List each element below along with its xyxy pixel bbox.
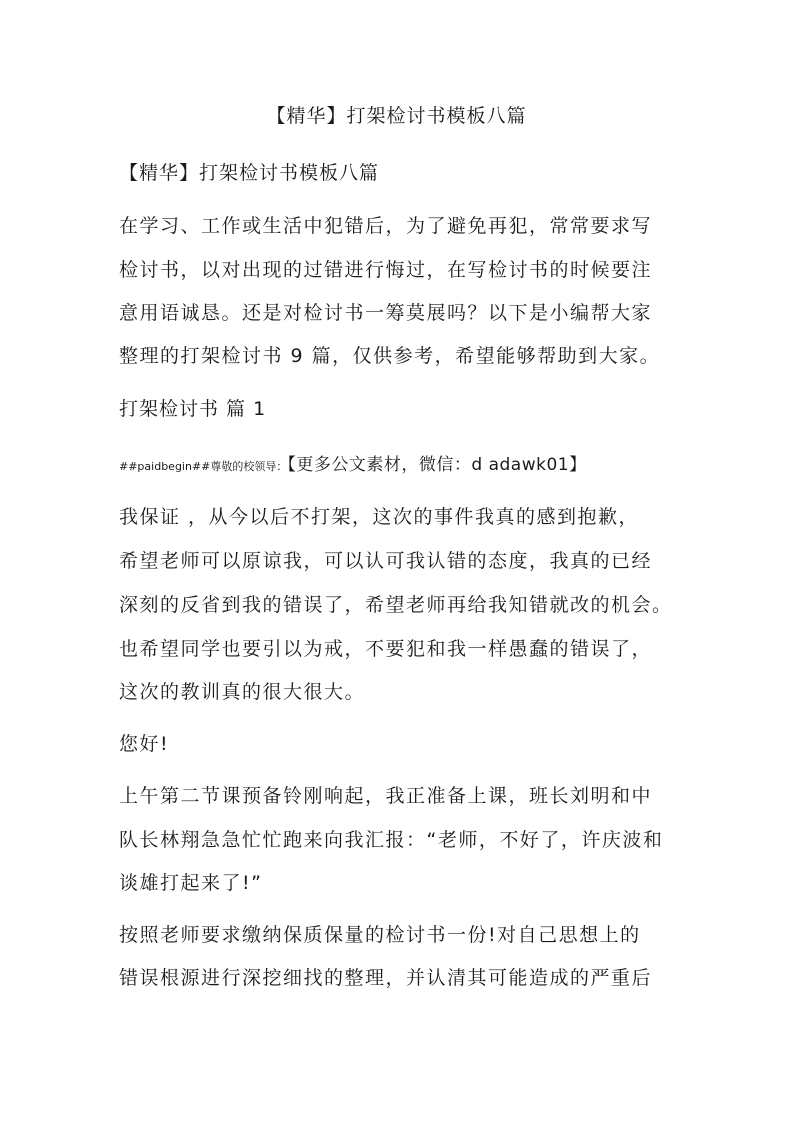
paid-line-prefix: ##paidbegin##尊敬的校领导： — [119, 460, 288, 473]
paragraph-line: 队长林翔急急忙忙跑来向我汇报：“老师，不好了，许庆波和 — [119, 829, 664, 851]
paragraph-line: 我保证 ，从今以后不打架，这次的事件我真的感到抱歉， — [119, 506, 640, 528]
paragraph-line: 深刻的反省到我的错误了，希望老师再给我知错就改的机会。 — [119, 594, 673, 616]
paragraph-line: 这次的教训真的很大很大。 — [119, 681, 366, 703]
intro-line: 整理的打架检讨书 9 篇，仅供参考，希望能够帮助到大家。 — [119, 345, 661, 367]
paragraph-line: 希望老师可以原谅我，可以认可我认错的态度，我真的已经 — [119, 550, 653, 572]
section-heading: 打架检讨书 篇 1 — [119, 398, 267, 420]
paid-line — [119, 450, 587, 482]
greeting-line: 您好! — [119, 733, 170, 755]
intro-line: 检讨书，以对出现的过错进行悔过，在写检讨书的时候要注 — [119, 259, 653, 281]
paragraph-line: 按照老师要求缴纳保质保量的检讨书一份!对自己思想上的 — [119, 924, 641, 946]
intro-line: 在学习、工作或生活中犯错后，为了避免再犯，常常要求写 — [119, 215, 653, 237]
paragraph-line: 谈雄打起来了!” — [119, 872, 263, 894]
paragraph-line: 上午第二节课预备铃刚响起，我正准备上课，班长刘明和中 — [119, 785, 653, 807]
document-subtitle: 【精华】打架检讨书模板八篇 — [119, 162, 380, 184]
intro-line: 意用语诚恳。还是对检讨书一筹莫展吗？以下是小编帮大家 — [119, 302, 653, 324]
paid-line-suffix: 【更多公文素材，微信：d adawk01】 — [287, 455, 587, 475]
paragraph-line: 也希望同学也要引以为戒，不要犯和我一样愚蠢的错误了， — [119, 638, 653, 660]
document-title: 【精华】打架检讨书模板八篇 — [266, 105, 527, 127]
paragraph-line: 错误根源进行深挖细找的整理，并认清其可能造成的严重后 — [119, 967, 653, 989]
